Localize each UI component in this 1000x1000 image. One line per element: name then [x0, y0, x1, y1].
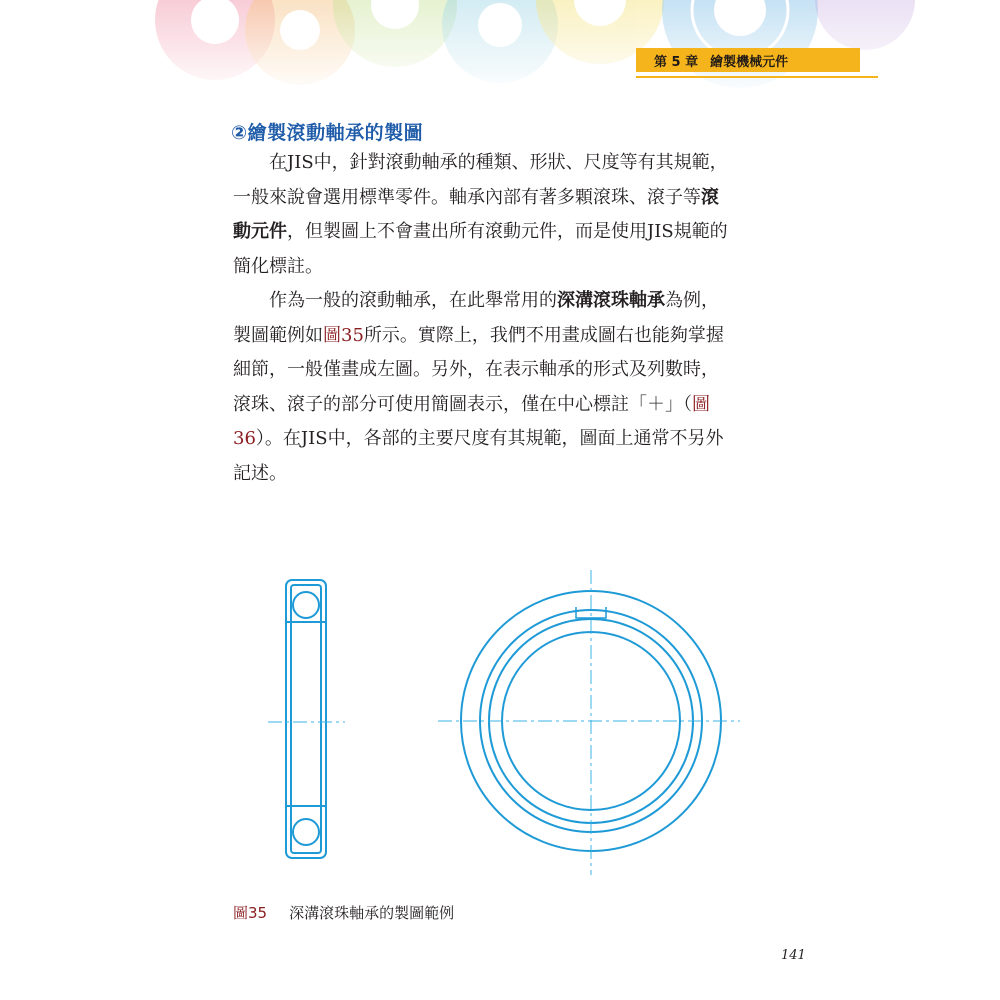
text-span: 簡化標註。 [233, 255, 323, 277]
chapter-title: 繪製機械元件 [710, 54, 789, 70]
text-span: 記述。 [233, 462, 287, 484]
text-span: ）。在JIS中，各部的主要尺度有其規範，圖面上通常不另外 [255, 428, 724, 450]
paragraph-line [233, 250, 773, 285]
text-span: 一般來說會選用標準零件。軸承內部有著多顆滾珠、滾子等 [233, 186, 701, 208]
paragraph-line [233, 319, 773, 354]
chapter-tab [636, 48, 860, 72]
gear-banner-decoration [0, 0, 1000, 92]
figure-label: 圖35 [233, 904, 268, 922]
paragraph-line [233, 422, 773, 457]
text-span: 為例， [665, 290, 719, 311]
bold-term: 動元件 [233, 221, 287, 243]
paragraph-line [233, 388, 773, 423]
bearing-side-view [286, 580, 326, 858]
text-span: 滾珠、滾子的部分可使用簡圖表示，僅在中心標註「＋」（ [233, 393, 692, 415]
figure-reference: 36 [233, 428, 256, 450]
paragraph-line [233, 215, 773, 250]
chapter-number: 第 5 章 [654, 54, 699, 70]
text-span: 細節，一般僅畫成左圖。另外，在表示軸承的形式及列數時， [233, 359, 719, 381]
page-number: 141 [781, 948, 806, 963]
paragraph-2 [233, 284, 773, 492]
chapter-rule [636, 76, 878, 78]
paragraph-line [233, 181, 773, 216]
text-span: 所示。實際上，我們不用畫成圖右也能夠掌握 [363, 324, 724, 346]
bold-term: 深溝滾珠軸承 [557, 290, 665, 311]
figure-reference: 圖 [692, 393, 710, 415]
inner-profile [291, 585, 321, 853]
text-span: ，但製圖上不會畫出所有滾動元件，而是使用JIS規範的 [287, 221, 728, 243]
paragraph-1 [233, 146, 773, 284]
text-span: 在JIS中，針對滾動軸承的種類、形狀、尺度等有其規範， [269, 152, 728, 173]
paragraph-line [233, 457, 773, 492]
bold-term: 滾 [701, 186, 719, 208]
figure-caption [233, 902, 454, 923]
bearing-drawing [250, 560, 760, 880]
paragraph-line [233, 353, 773, 388]
section-heading: ②繪製滾動軸承的製圖 [231, 122, 424, 144]
ball-top [293, 592, 319, 618]
paragraph-line [233, 146, 773, 181]
text-span: 作為一般的滾動軸承，在此舉常用的 [269, 290, 557, 311]
figure-reference: 圖35 [323, 324, 364, 346]
figure-caption-text: 深溝滾珠軸承的製圖範例 [289, 904, 455, 922]
paragraph-line [233, 284, 773, 319]
ball-bottom [293, 819, 319, 845]
text-span: 製圖範例如 [233, 324, 323, 346]
